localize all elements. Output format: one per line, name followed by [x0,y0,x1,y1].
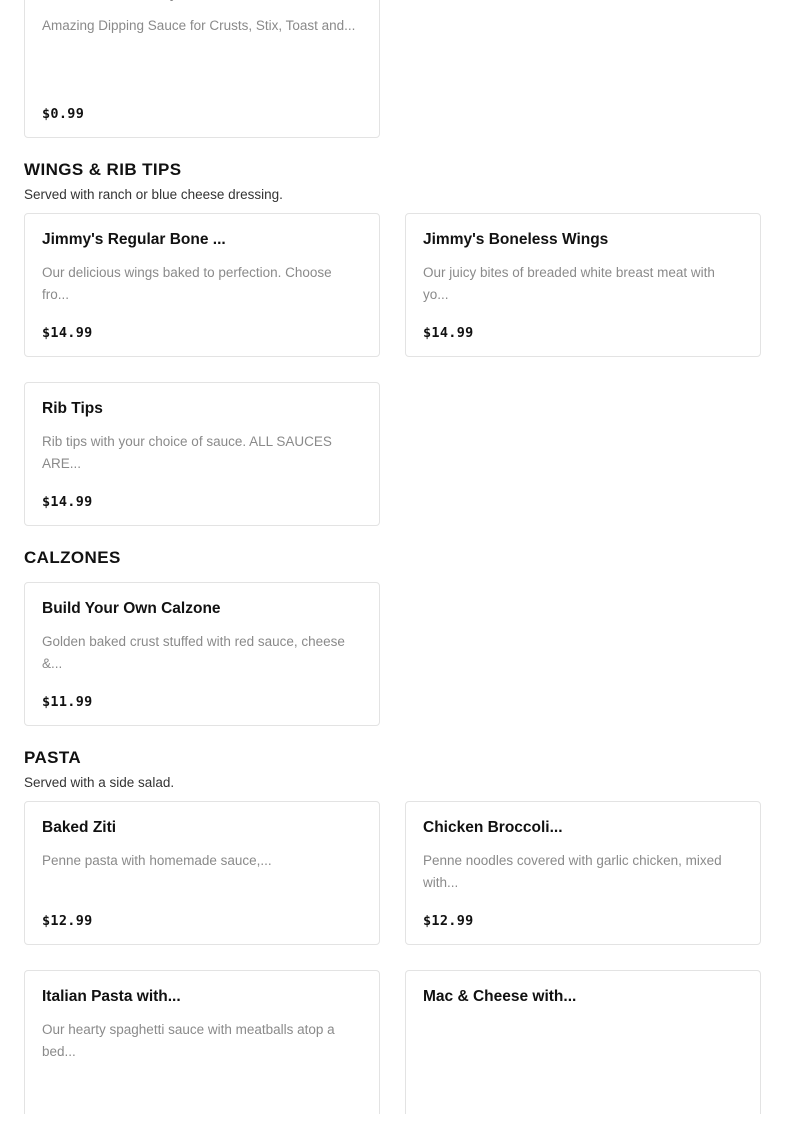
menu-item-price: $12.99 [42,913,93,929]
menu-item-price: $0.99 [42,106,85,122]
menu-item-card[interactable] [24,0,380,138]
menu-item-name: Build Your Own Calzone [42,600,221,617]
menu-item-description: Amazing Dipping Sauce for Crusts, Stix, Toast and... [42,17,356,33]
section-header-calzones [24,526,761,582]
menu-item-name: Baked Ziti [42,819,117,836]
menu-item-card[interactable] [24,382,380,526]
menu-item-name: Jimmy's Boneless Wings [423,231,609,248]
menu-item-card[interactable] [405,213,761,357]
menu-item-price: $14.99 [42,325,93,341]
menu-item-grid-calzones [24,582,761,726]
section-title: PASTA [24,748,82,767]
menu-item-name: Rib Tips [42,400,103,417]
menu-item-name: Chicken Broccoli... [423,819,563,836]
section-subtitle: Served with a side salad. [24,775,175,790]
section-title: CALZONES [24,548,121,567]
menu-item-description: Our delicious wings baked to perfection. Choose fro... [42,264,332,302]
menu-item-grid-pasta [24,801,761,945]
menu-item-grid-sauces [24,0,761,138]
menu-item-card[interactable] [24,582,380,726]
menu-item-price: $14.99 [42,494,93,510]
menu-item-grid-pasta-continued [24,970,761,1114]
menu-item-name: Italian Pasta with... [42,988,181,1005]
menu-item-price: $11.99 [42,694,93,710]
menu-item-description: Penne noodles covered with garlic chicken, mixed with... [423,852,722,890]
menu-item-description: Rib tips with your choice of sauce. ALL SAUCES ARE... [42,433,332,471]
menu-item-card[interactable] [405,970,761,1114]
menu-item-card[interactable] [24,213,380,357]
menu-item-grid-wings-rib-tips [24,213,761,526]
menu-item-price: $12.99 [423,913,474,929]
menu-item-card[interactable] [24,801,380,945]
menu-item-description: Our hearty spaghetti sauce with meatballs atop a bed... [42,1021,335,1059]
section-subtitle: Served with ranch or blue cheese dressing. [24,187,283,202]
menu-item-name: Mac & Cheese with... [423,988,577,1005]
menu-item-description: Our juicy bites of breaded white breast meat with yo... [423,264,715,302]
section-header-pasta [24,726,761,801]
section-header-wings-rib-tips [24,138,761,213]
menu-item-description: Penne pasta with homemade sauce,... [42,852,272,868]
menu-item-name [42,0,362,3]
menu-item-card[interactable] [405,801,761,945]
section-title: WINGS & RIB TIPS [24,160,182,179]
menu-item-name: Jimmy's Regular Bone ... [42,231,226,248]
menu-item-description: Golden baked crust stuffed with red sauce, cheese &... [42,633,345,671]
menu-item-card[interactable] [24,970,380,1114]
menu-item-price: $14.99 [423,325,474,341]
